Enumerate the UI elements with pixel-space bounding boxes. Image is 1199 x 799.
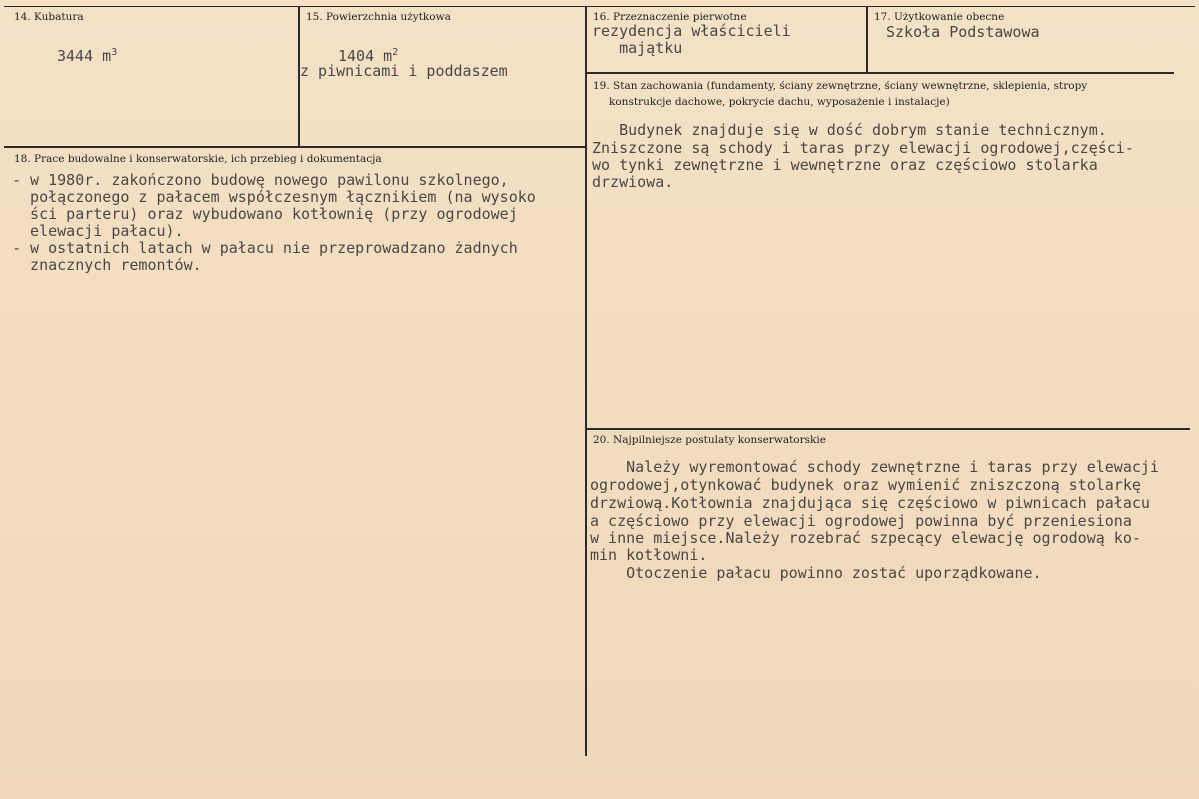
field-17-value: Szkoła Podstawowa [886,23,1040,41]
field-18-line-3: ści parteru) oraz wybudowano kotłownię (przy ogrodowej [12,205,518,223]
field-19-line-4: drzwiowa. [592,173,674,191]
field-20-line-4: a częściowo przy elewacji ogrodowej powinna być przeniesiona [590,512,1132,530]
field-18-label: 18. Prace budowalne i konserwatorskie, ich przebieg i dokumentacja [14,153,382,165]
field-18-line-6: znacznych remontów. [12,256,202,274]
field-15-value-note: z piwnicami i poddaszem [300,62,508,80]
field-15-label: 15. Powierzchnia użytkowa [306,11,451,23]
row-line-20 [586,428,1190,430]
field-14-label: 14. Kubatura [14,11,84,23]
field-18-line-1: - w 1980r. zakończono budowę nowego pawilonu szkolnego, [12,171,509,189]
field-14-value [57,44,117,66]
field-19-line-3: wo tynki zewnętrzne i wewnętrzne oraz częściowo stolarka [592,156,1098,174]
field-18-line-2: połączonego z pałacem współczesnym łącznikiem (na wysoko [12,188,536,206]
field-20-label: 20. Najpilniejsze postulaty konserwatorskie [593,434,826,446]
field-18-line-4: elewacji pałacu). [12,222,184,240]
divider-17 [866,6,868,72]
field-14-number: 3444 m [57,47,112,65]
row-line-16-17 [586,72,1174,74]
field-16-line-1: rezydencja właścicieli [592,22,791,40]
row-line-18 [4,146,586,148]
field-15-unit-exponent: 2 [392,47,399,58]
field-20-line-1: Należy wyremontować schody zewnętrzne i taras przy elewacji [590,458,1159,476]
field-16-label: 16. Przeznaczenie pierwotne [593,11,747,23]
field-19-line-2: Zniszczone są schody i taras przy elewacji ogrodowej,części- [592,139,1134,157]
divider-main [585,6,587,756]
field-20-line-5: w inne miejsce.Należy rozebrać szpecący elewację ogrodową ko- [590,529,1141,547]
field-20-line-2: ogrodowej,otynkować budynek oraz wymienić zniszczoną stolarkę [590,476,1141,494]
field-20-line-7: Otoczenie pałacu powinno zostać uporządkowane. [590,564,1042,582]
field-16-line-2: majątku [592,39,683,57]
field-14-unit-exponent: 3 [111,47,118,58]
field-20-line-6: min kotłowni. [590,546,708,564]
field-17-label: 17. Użytkowanie obecne [874,11,1005,23]
field-20-line-3: drzwiową.Kotłownia znajdująca się częściowo w piwnicach pałacu [590,494,1150,512]
field-18-line-5: - w ostatnich latach w pałacu nie przeprowadzano żadnych [12,239,518,257]
field-15-number: 1404 m [338,47,393,65]
field-19-line-1: Budynek znajduje się w dość dobrym stanie technicznym. [592,121,1107,139]
field-19-label-1: 19. Stan zachowania (fundamenty, ściany zewnętrzne, ściany wewnętrzne, sklepienia, stropy [593,80,1088,92]
top-divider-line [4,6,1195,7]
field-19-label-2: konstrukcje dachowe, pokrycie dachu, wyposażenie i instalacje) [609,96,950,108]
